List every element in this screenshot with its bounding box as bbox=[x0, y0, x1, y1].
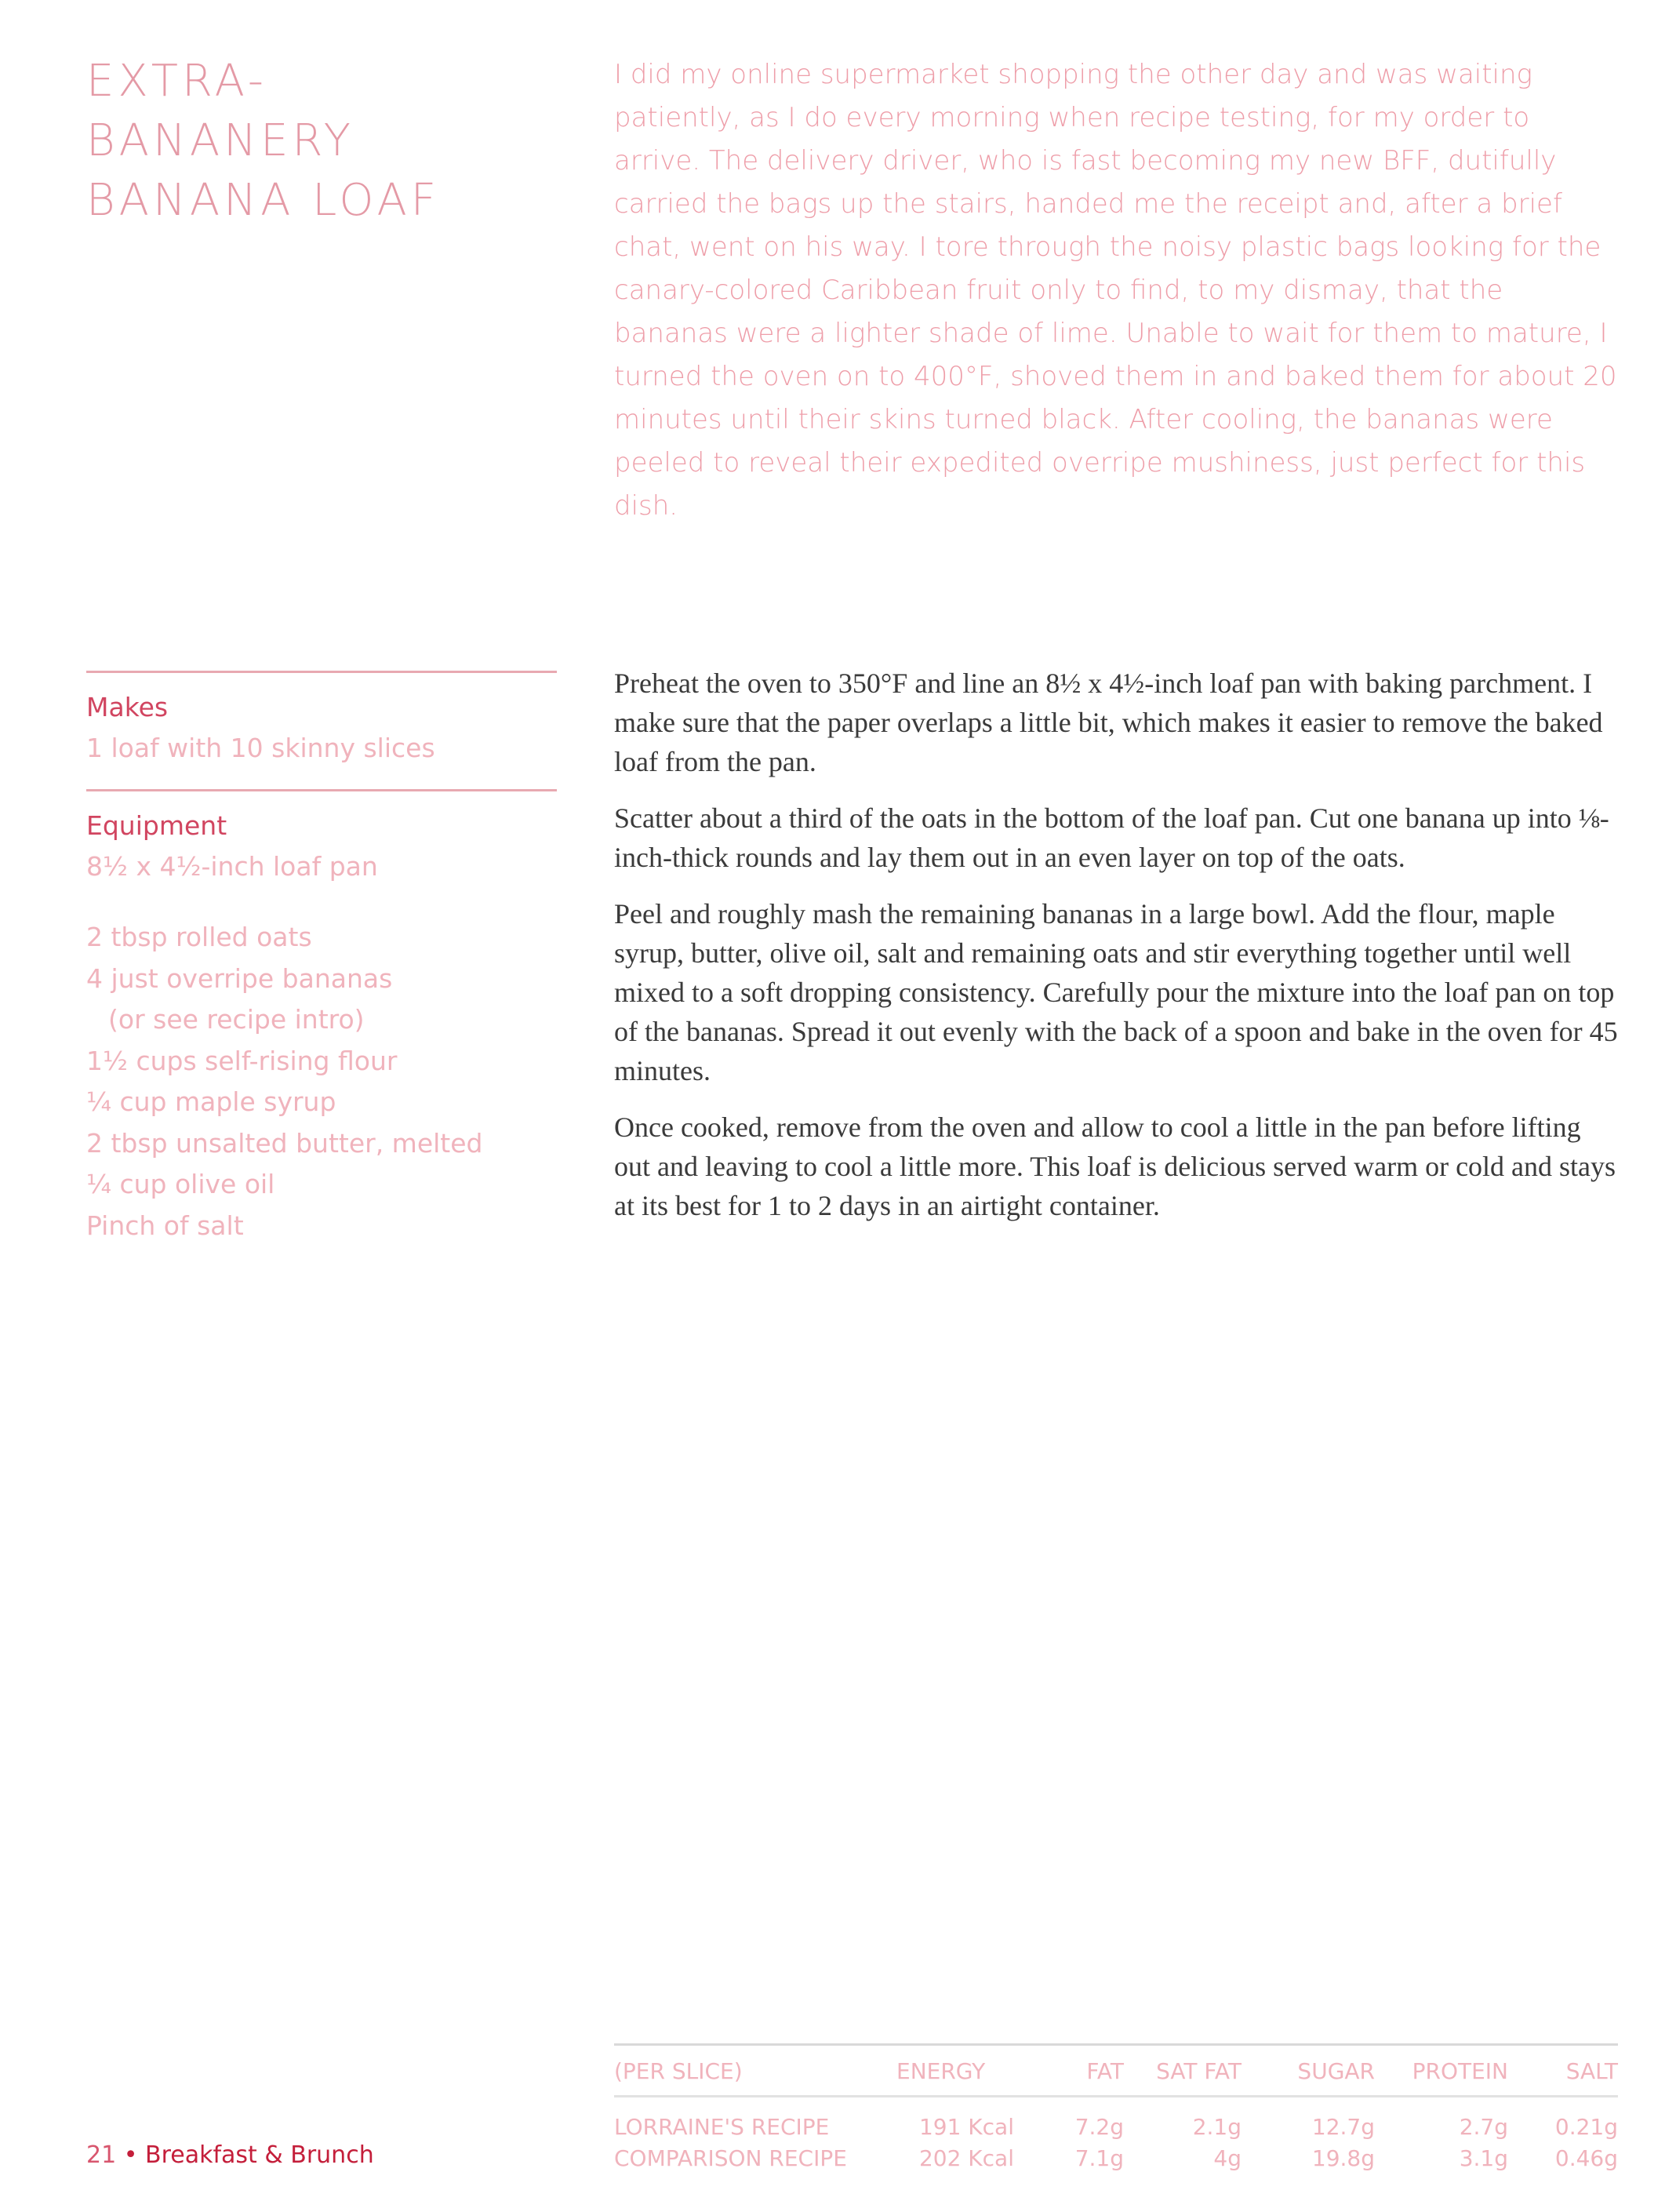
nutrition-cell: 12.7g bbox=[1311, 2114, 1375, 2140]
ingredient-item: 2 tbsp unsalted butter, melted bbox=[86, 1127, 483, 1159]
ingredient-item: Pinch of salt bbox=[86, 1210, 244, 1241]
nutrition-cell: COMPARISON RECIPE bbox=[614, 2145, 847, 2171]
ingredient-item: ¼ cup maple syrup bbox=[86, 1086, 336, 1117]
recipe-title bbox=[86, 52, 557, 231]
nutrition-cell: 2.1g bbox=[1192, 2114, 1242, 2140]
nutrition-row-lorraine bbox=[614, 2112, 1618, 2143]
footer-separator: • bbox=[123, 2141, 138, 2169]
ingredient-item: 4 just overripe bananas bbox=[86, 962, 393, 994]
method-steps bbox=[614, 664, 1618, 1242]
nutrition-header: SALT bbox=[1565, 2058, 1618, 2084]
nutrition-cell: 202 Kcal bbox=[918, 2145, 1014, 2171]
nutrition-row-comparison bbox=[614, 2143, 1618, 2174]
nutrition-header: SAT FAT bbox=[1156, 2058, 1242, 2084]
nutrition-cell: 7.1g bbox=[1074, 2145, 1124, 2171]
recipe-sidebar bbox=[86, 671, 557, 1246]
nutrition-cell: 3.1g bbox=[1459, 2145, 1508, 2171]
ingredients-list bbox=[86, 917, 557, 1246]
equipment-value: 8½ x 4½-inch loaf pan bbox=[86, 851, 378, 882]
nutrition-header: (PER SLICE) bbox=[614, 2058, 743, 2084]
makes-label: Makes bbox=[86, 692, 169, 722]
makes-value: 1 loaf with 10 skinny slices bbox=[86, 733, 435, 763]
equipment-label: Equipment bbox=[86, 810, 227, 841]
makes-divider bbox=[86, 671, 557, 673]
method-step-4: Once cooked, remove from the oven and allow to cool a little in the pan before lifting out and leaving to cool a little more. This loaf is delicious served warm or cold and stays at its best for 1 to 2 days in an airtight container. bbox=[614, 1111, 1616, 1221]
method-step-1: Preheat the oven to 350°F and line an 8½ x 4½-inch loaf pan with baking parchment. I make sure that the paper overlaps a little bit, which makes it easier to remove the baked loaf from the pan. bbox=[614, 668, 1603, 777]
ingredient-item: 2 tbsp rolled oats bbox=[86, 922, 312, 952]
title-line-2: BANANERY bbox=[86, 115, 354, 166]
ingredient-item: 1½ cups self-rising flour bbox=[86, 1045, 398, 1076]
nutrition-table bbox=[614, 2043, 1618, 2174]
equipment-divider bbox=[86, 789, 557, 791]
nutrition-cell: 4g bbox=[1213, 2145, 1242, 2171]
recipe-intro: I did my online supermarket shopping the other day and was waiting patiently, as I do every morning when recipe testing, for my order to arrive. The delivery driver, who is fast becoming my new BFF, dutifully carried the bags up the stairs, handed me the receipt and, after a brief chat, went on his way. I tore through the noisy plastic bags looking for the canary-colored Caribbean fruit only to find, to my dismay, that the bananas were a lighter shade of lime. Unable to wait for them to mature, I turned the oven on to 400°F, shoved them in and baked them for about 20 minutes until their skins turned black. After cooling, the bananas were peeled to reveal their expedited overripe mushiness, just perfect for this dish. bbox=[614, 59, 1617, 522]
page-number: 21 bbox=[86, 2141, 117, 2169]
nutrition-cell: 0.21g bbox=[1554, 2114, 1618, 2140]
nutrition-cell: 2.7g bbox=[1459, 2114, 1508, 2140]
section-name: Breakfast & Brunch bbox=[144, 2141, 374, 2169]
ingredient-note: (or see recipe intro) bbox=[108, 1004, 365, 1035]
nutrition-cell: 7.2g bbox=[1074, 2114, 1124, 2140]
nutrition-cell: LORRAINE'S RECIPE bbox=[614, 2114, 830, 2140]
nutrition-cell: 0.46g bbox=[1554, 2145, 1618, 2171]
ingredient-item: ¼ cup olive oil bbox=[86, 1169, 275, 1199]
method-step-3: Peel and roughly mash the remaining bananas in a large bowl. Add the flour, maple syrup, butter, olive oil, salt and remaining oats and stir everything together until well mixed to a soft dropping consistency. Carefully pour the mixture into the loaf pan on top of the bananas. Spread it out evenly with the back of a spoon and bake in the oven for 45 minutes. bbox=[614, 898, 1618, 1086]
nutrition-header: SUGAR bbox=[1297, 2058, 1375, 2084]
nutrition-cell: 19.8g bbox=[1311, 2145, 1375, 2171]
title-line-1: EXTRA- bbox=[86, 56, 267, 107]
nutrition-header: PROTEIN bbox=[1412, 2058, 1508, 2084]
nutrition-header: FAT bbox=[1086, 2058, 1124, 2084]
nutrition-header-row bbox=[614, 2046, 1618, 2097]
title-line-3: BANANA LOAF bbox=[86, 175, 440, 226]
page-footer bbox=[86, 2141, 374, 2169]
nutrition-header: ENERGY bbox=[896, 2058, 986, 2084]
nutrition-cell: 191 Kcal bbox=[918, 2114, 1014, 2140]
method-step-2: Scatter about a third of the oats in the bottom of the loaf pan. Cut one banana up into ⅛-inch-thick rounds and lay them out in an even layer on top of the oats. bbox=[614, 802, 1609, 873]
